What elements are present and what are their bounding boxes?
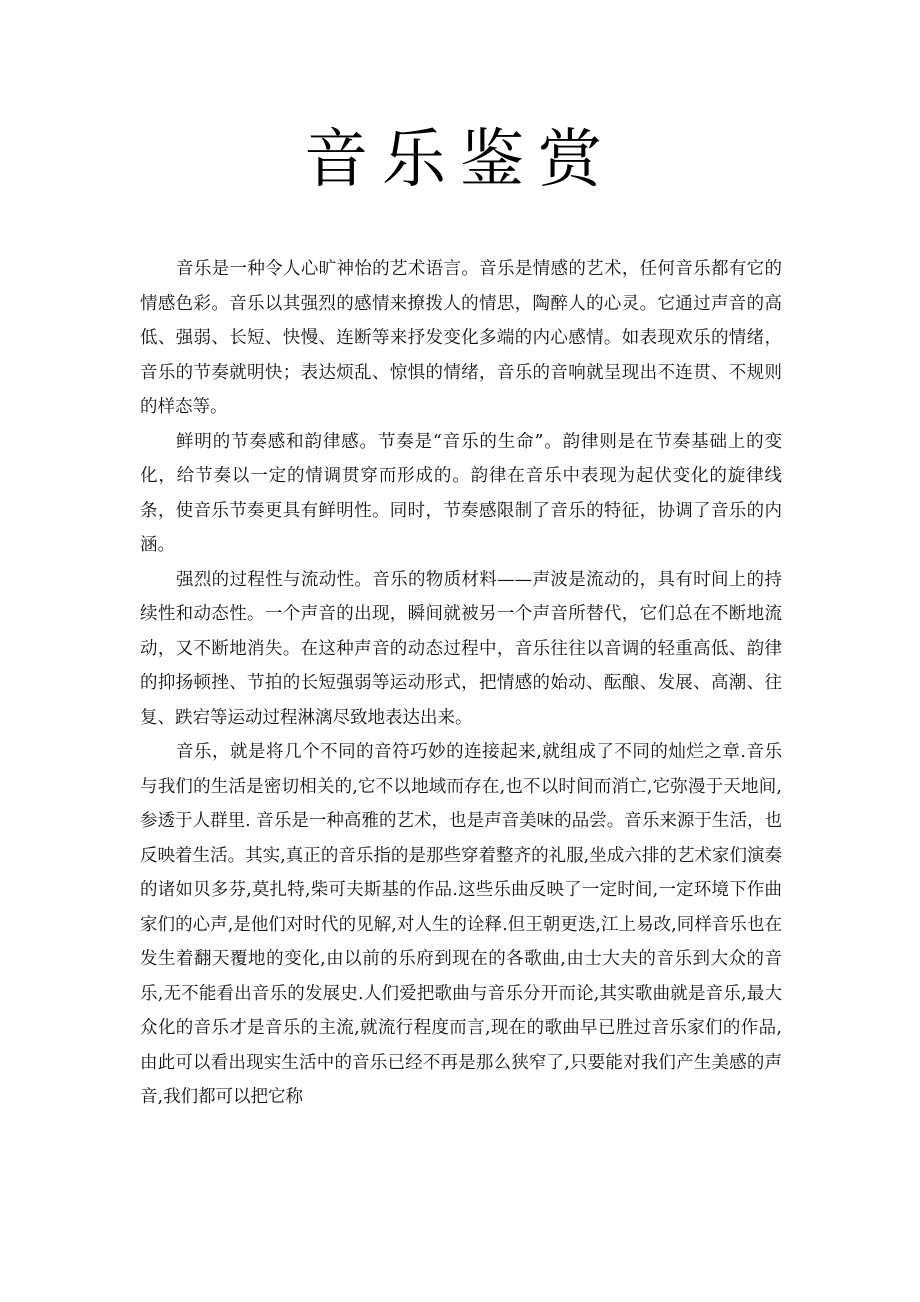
paragraph-music-life: 音乐，就是将几个不同的音符巧妙的连接起来,就组成了不同的灿烂之章.音乐与我们的生活是密切相关的,它不以地域而存在,也不以时间而消亡,它弥漫于天地间,参透于人群里. 音乐是一种高雅的艺术，也是声音美味的品尝。音乐来源于生活，也反映着生活。其实,真正的音乐指的是那些穿着整齐的礼服,坐成六排的艺术家们演奏的诸如贝多芬,莫扎特,柴可夫斯基的作品.这些乐曲反映了一定时间,一定环境下作曲家们的心声,是他们对时代的见解,对人生的诠释.但王朝更迭,江上易改,同样音乐也在发生着翻天覆地的变化,由以前的乐府到现在的各歌曲,由士大夫的音乐到大众的音乐,无不能看出音乐的发展史.人们爱把歌曲与音乐分开而论,其实歌曲就是音乐,最大众化的音乐才是音乐的主流,就流行程度而言,现在的歌曲早已胜过音乐家们的作品,由此可以看出现实生活中的音乐已经不再是那么狭窄了,只要能对我们产生美感的声音,我们都可以把它称 — [140, 742, 782, 1107]
paragraph-rhythm: 鲜明的节奏感和韵律感。节奏是“音乐的生命”。韵律则是在节奏基础上的变化，给节奏以一定的情调贯穿而形成的。韵律在音乐中表现为起伏变化的旋律线条，使音乐节奏更具有鲜明性。同时，节奏感限制了音乐的特征，协调了音乐的内涵。 — [140, 431, 782, 555]
paragraph-intro: 音乐是一种令人心旷神怡的艺术语言。音乐是情感的艺术，任何音乐都有它的情感色彩。音乐以其强烈的感情来撩拨人的情思，陶醉人的心灵。它通过声音的高低、强弱、长短、快慢、连断等来抒发变化多端的内心感情。如表现欢乐的情绪，音乐的节奏就明快；表达烦乱、惊惧的情绪，音乐的音响就呈现出不连贯、不规则的样态等。 — [140, 259, 782, 417]
document-body — [140, 252, 782, 1115]
paragraph-flow: 强烈的过程性与流动性。音乐的物质材料——声波是流动的，具有时间上的持续性和动态性。一个声音的出现，瞬间就被另一个声音所替代，它们总在不断地流动，又不断地消失。在这种声音的动态过程中，音乐往往以音调的轻重高低、韵律的抑扬顿挫、节拍的长短强弱等运动形式，把情感的始动、酝酿、发展、高潮、往复、跌宕等运动过程淋漓尽致地表达出来。 — [140, 569, 782, 728]
document-title: 音乐鉴赏 — [304, 123, 616, 197]
